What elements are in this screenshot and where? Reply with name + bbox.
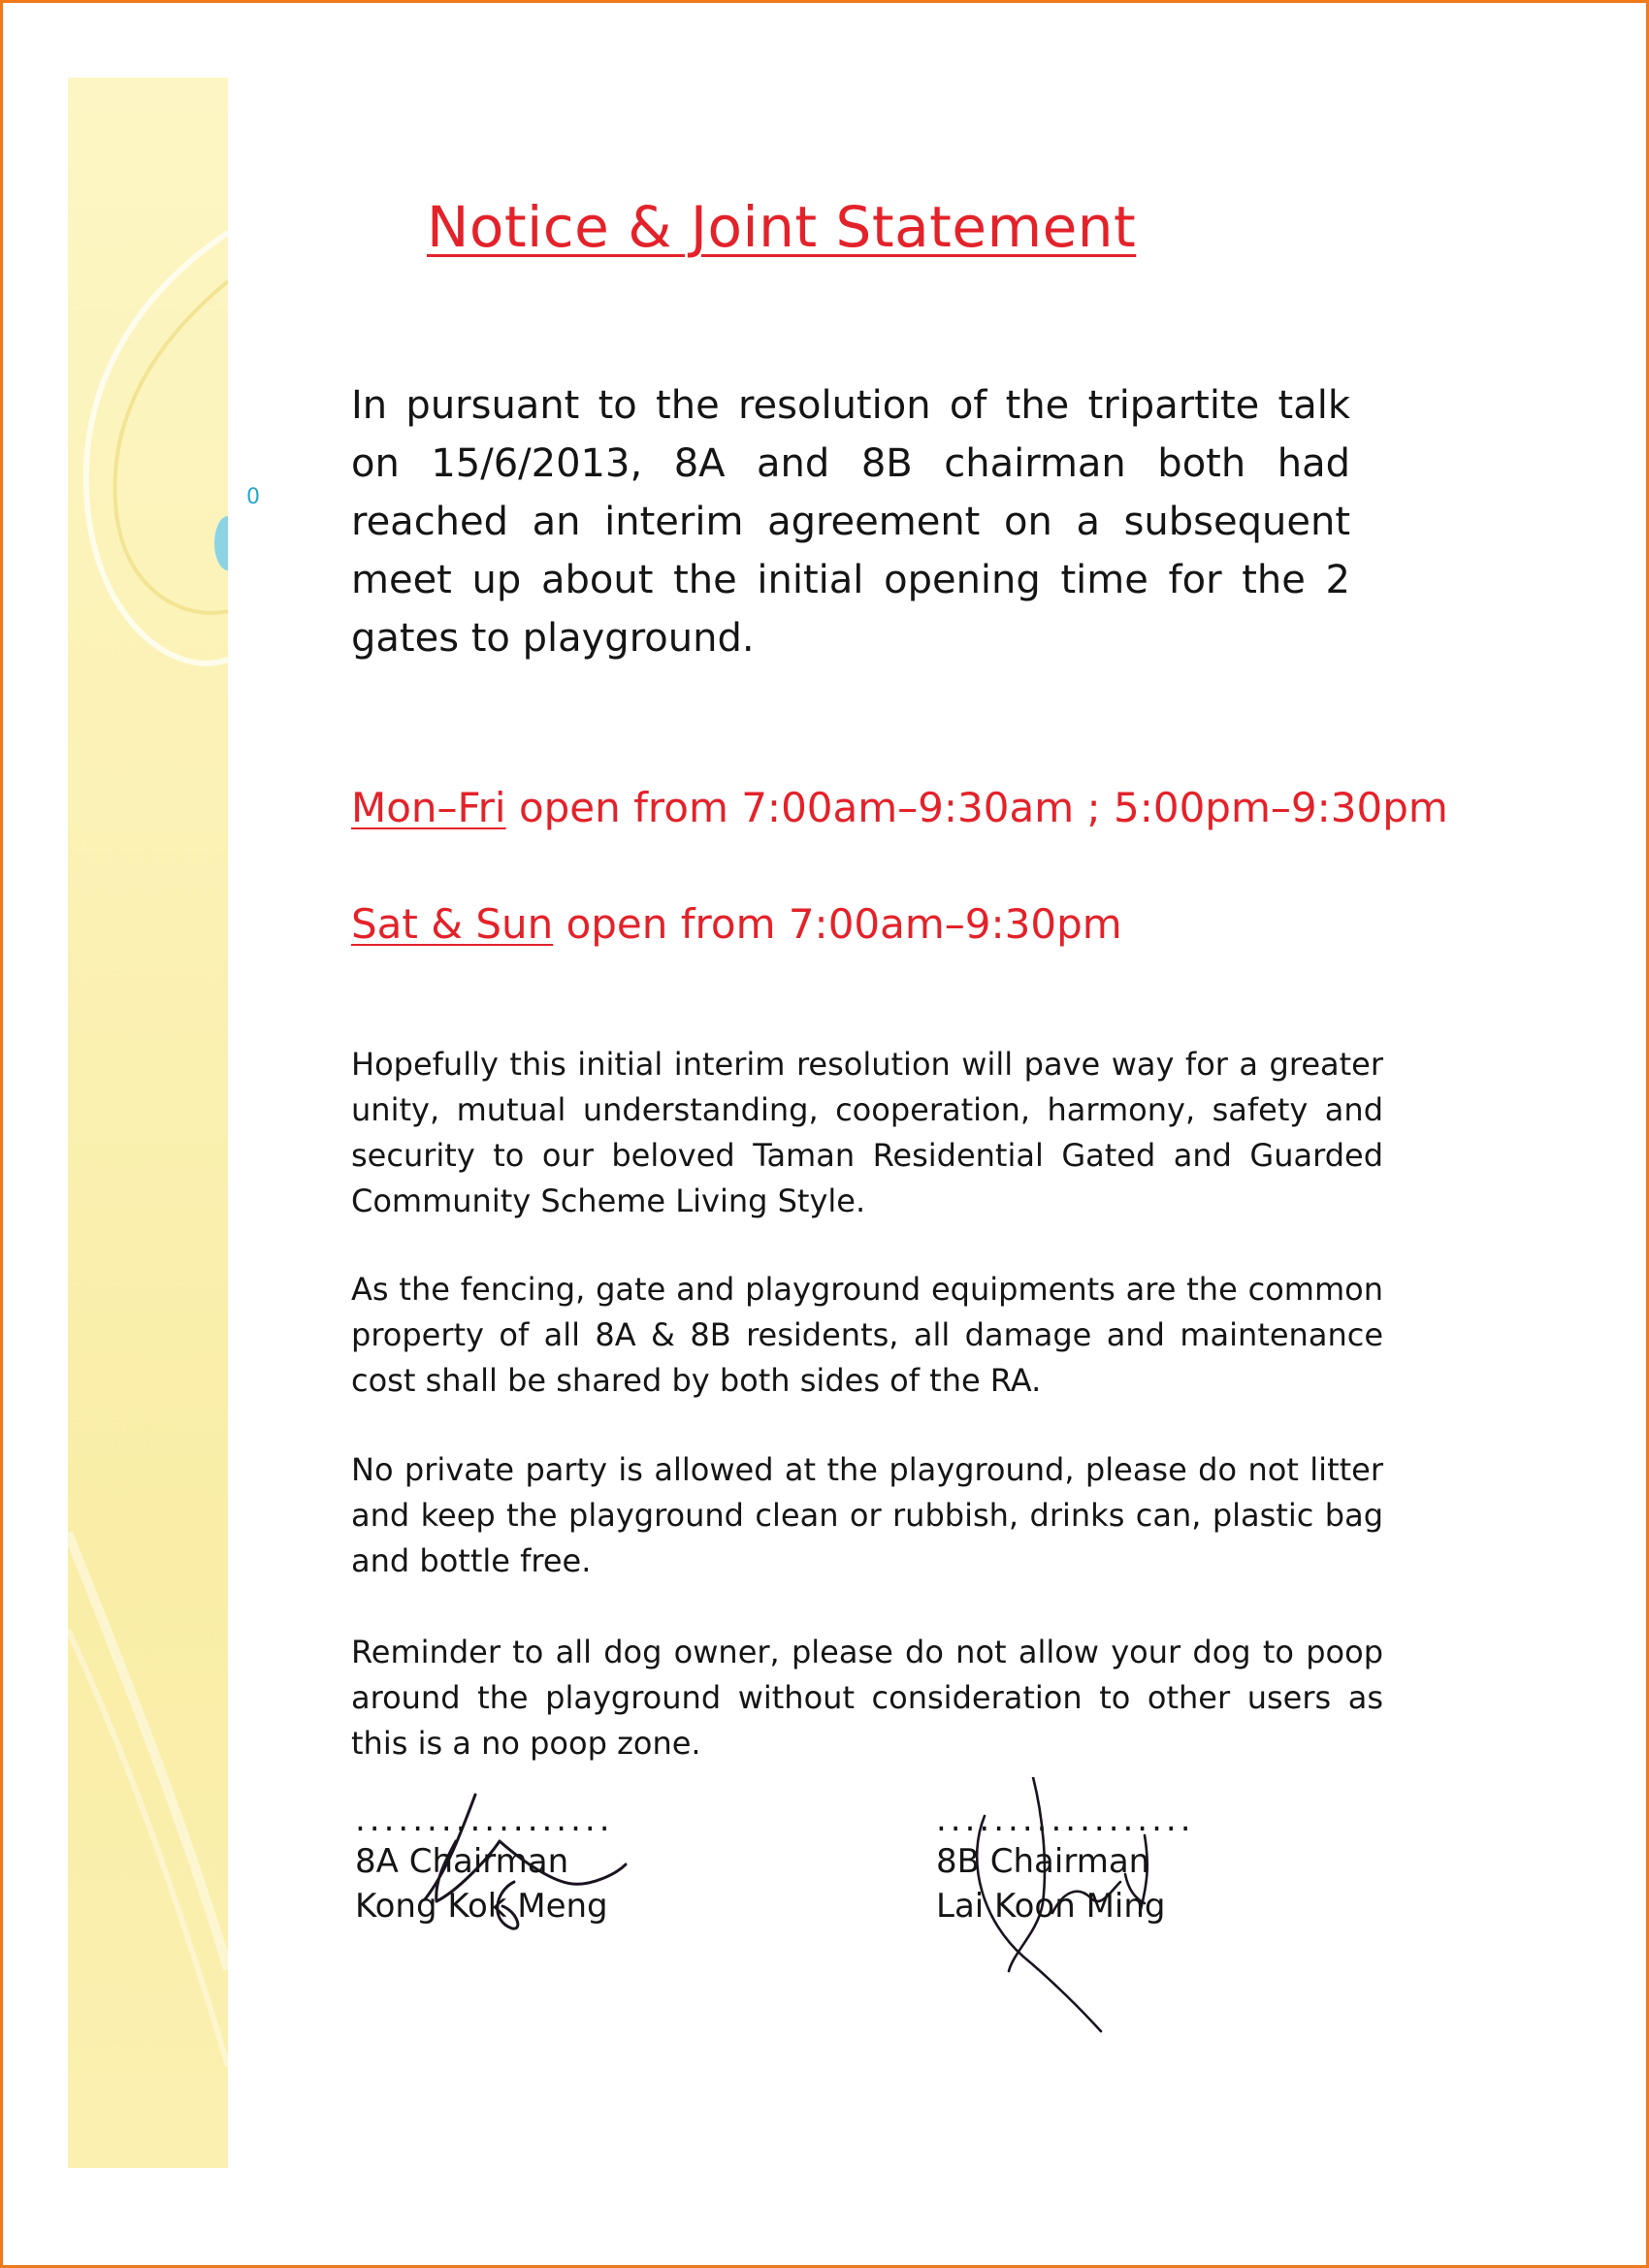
schedule-weekend: [351, 900, 1122, 948]
schedule-weekday-days: Mon–Fri: [351, 784, 506, 831]
signature-line-8a: ..................: [355, 1800, 614, 1839]
schedule-weekend-days: Sat & Sun: [351, 900, 554, 948]
signatory-8b-role: 8B Chairman: [936, 1842, 1150, 1881]
page-title: Notice & Joint Statement: [427, 194, 1137, 260]
signatory-8a: [355, 1779, 614, 1928]
schedule-weekday-hours: open from 7:00am–9:30am ; 5:00pm–9:30pm: [505, 784, 1448, 831]
paragraph-shared-cost: As the fencing, gate and playground equipments are the common property of all 8A & 8B residents, all damage and maintenance cost shall be shared by both sides of the RA.: [351, 1271, 1383, 1399]
paragraph-unity: Hopefully this initial interim resolution will pave way for a greater unity, mutual understanding, cooperation, harmony, safety and security to our beloved Taman Residential Gated and Guarded Community Scheme Living Style.: [351, 1046, 1383, 1219]
schedule-weekday: [351, 784, 1448, 831]
schedule-weekend-hours: open from 7:00am–9:30pm: [553, 900, 1122, 948]
signature-line-8b: ..................: [936, 1800, 1195, 1839]
signatory-8a-name: Kong Kok Meng: [355, 1887, 608, 1926]
paragraph-no-party: No private party is allowed at the playground, please do not litter and keep the playground clean or rubbish, drinks can, plastic bag and bottle free.: [351, 1451, 1383, 1579]
decorative-side-stripe: [68, 78, 228, 2168]
intro-paragraph: In pursuant to the resolution of the tripartite talk on 15/6/2013, 8A and 8B chairman both had reached an interim agreement on a subsequent meet up about the initial opening time for the 2 gates to playground.: [351, 383, 1350, 661]
bubble-dot-mark: 0: [246, 485, 260, 509]
signatory-8b-name: Lai Koon Ming: [936, 1887, 1166, 1926]
stripe-swoosh-graphic: [68, 78, 228, 2168]
signatory-8a-role: 8A Chairman: [355, 1842, 569, 1881]
paragraph-dog-owner: Reminder to all dog owner, please do not allow your dog to poop around the playground without consideration to other users as this is a no poop zone.: [351, 1634, 1383, 1762]
signatory-8b: [936, 1779, 1195, 1928]
